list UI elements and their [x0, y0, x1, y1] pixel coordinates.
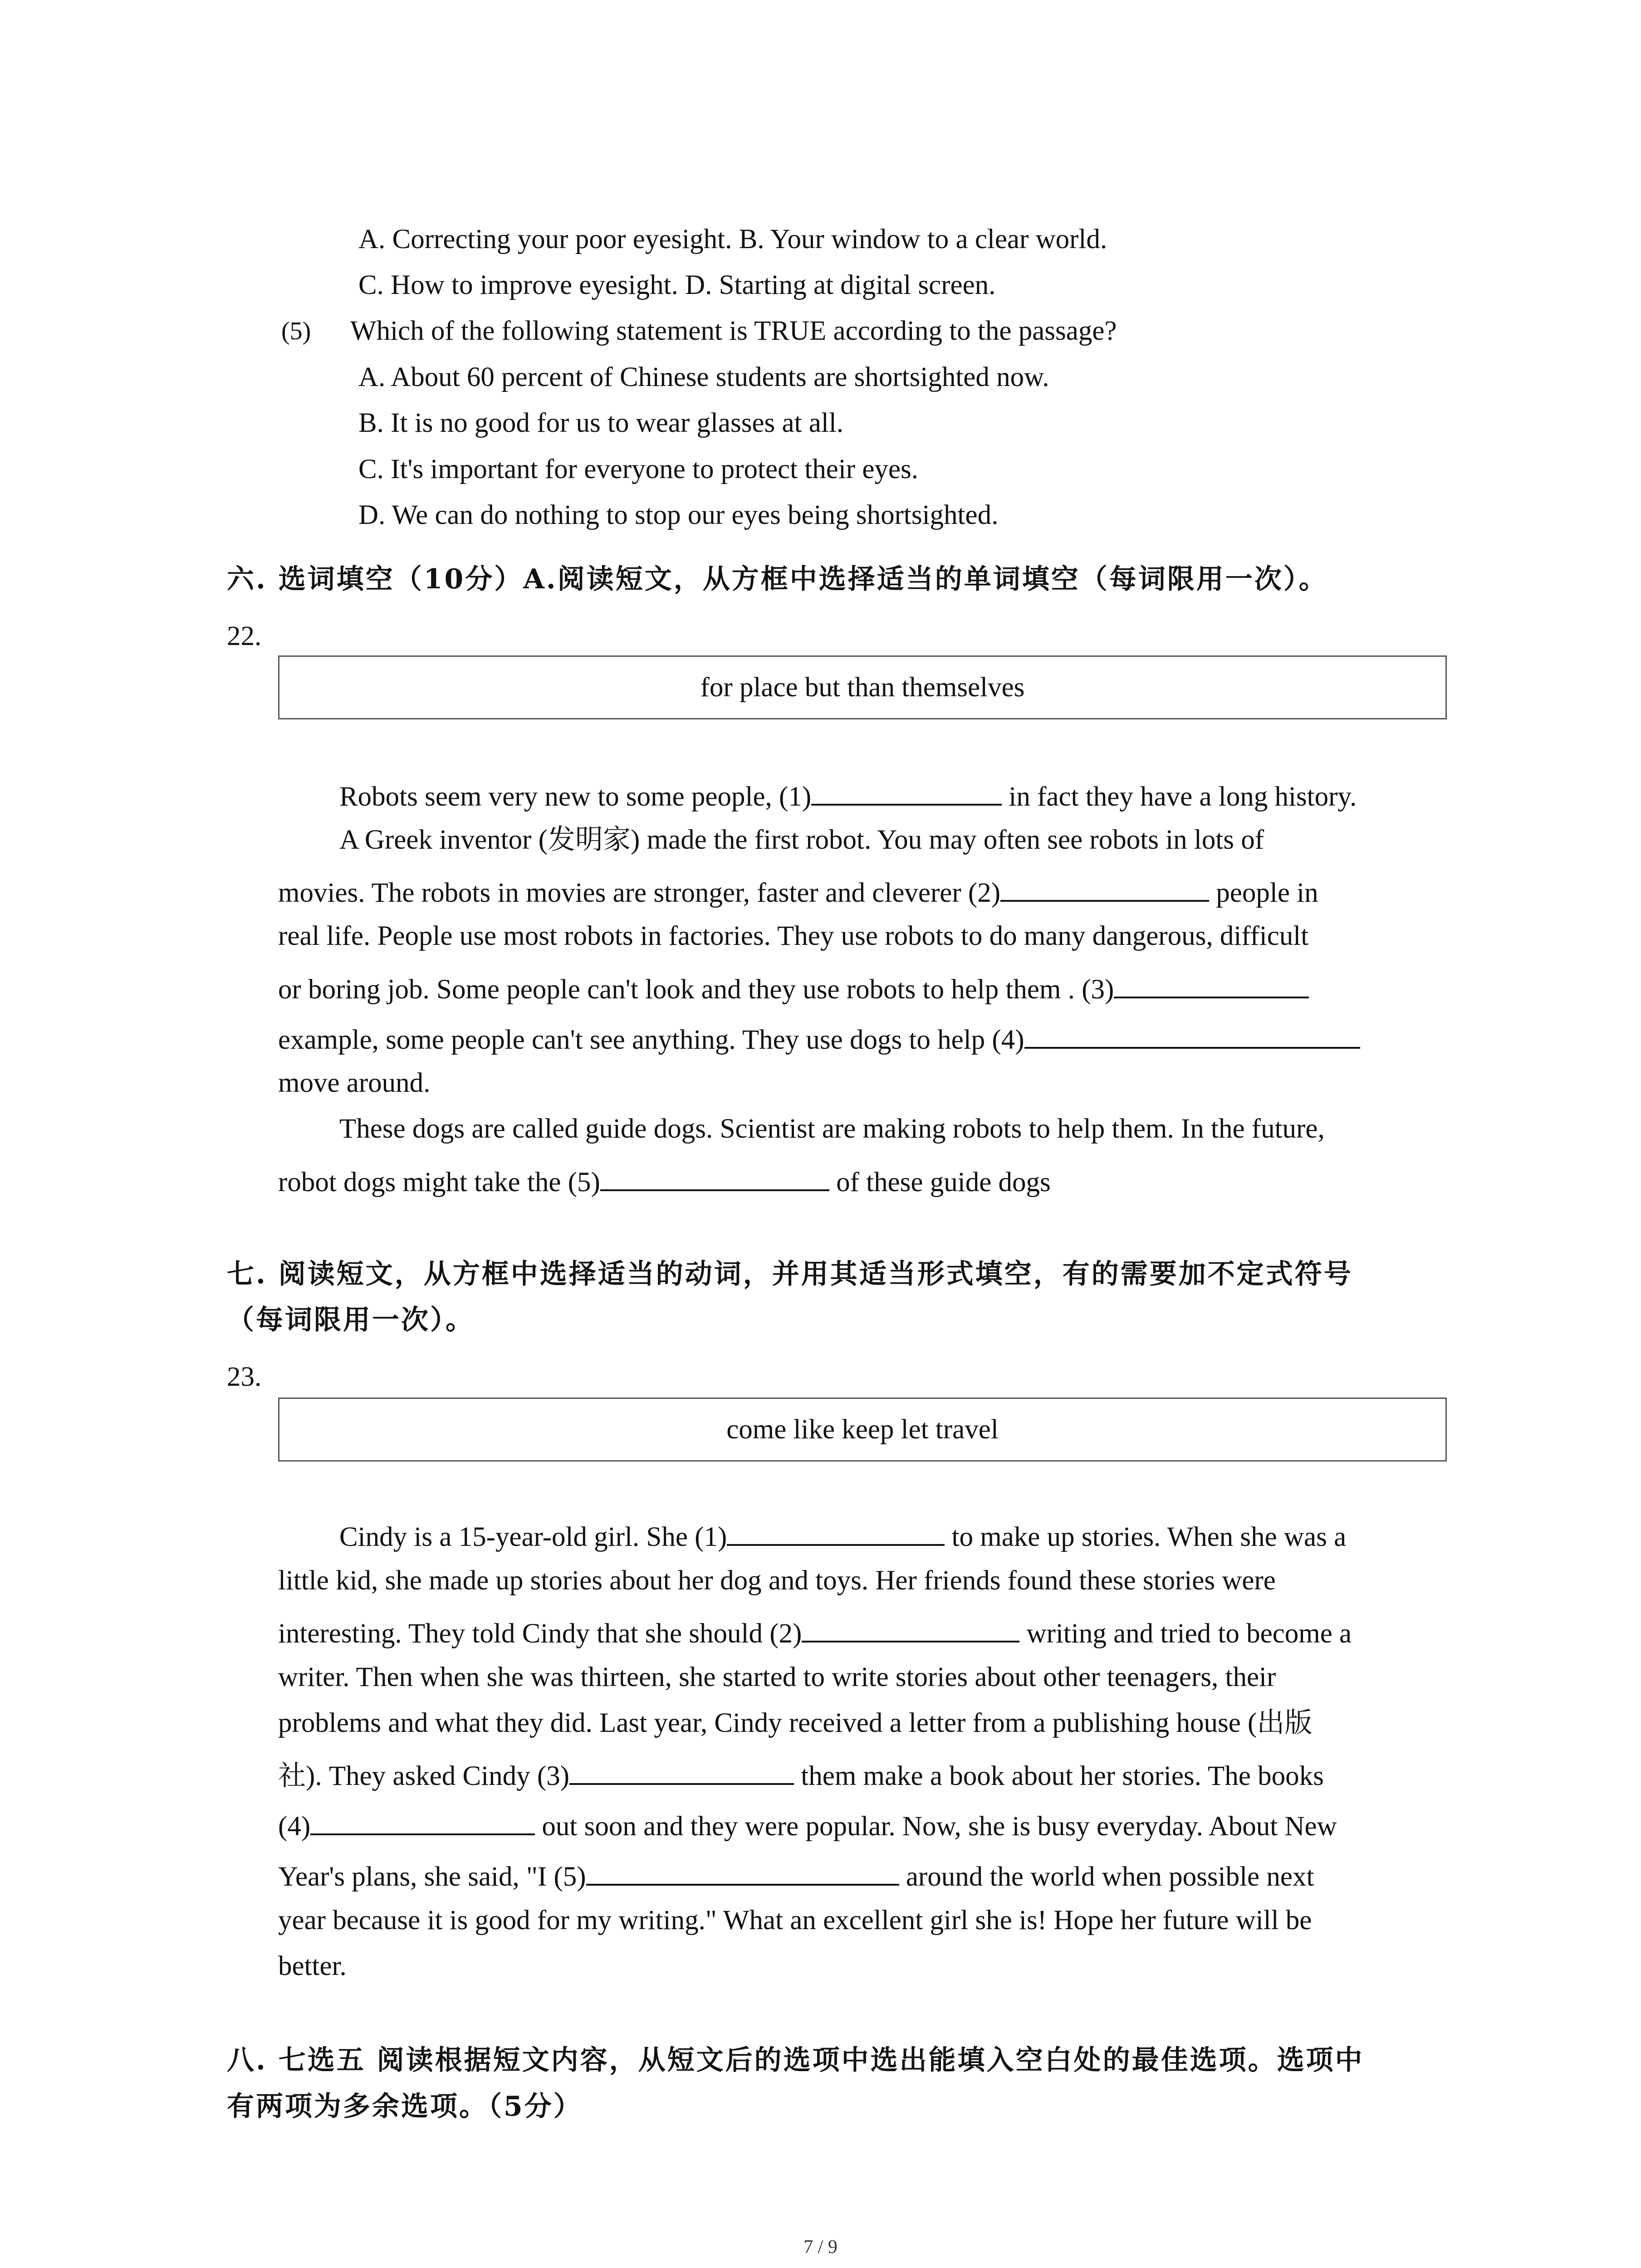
passage23-text: out soon and they were popular. Now, she is busy everyday. About New: [535, 1811, 1337, 1842]
passage23-line3: [278, 1617, 1352, 1647]
q5-question: Which of the following statement is TRUE according to the passage?: [350, 316, 1117, 346]
blank-22-5[interactable]: [600, 1166, 829, 1191]
passage22-line4: real life. People use most robots in factories. They use robots to do many dangerous, difficult: [278, 921, 1309, 951]
blank-23-1[interactable]: [727, 1520, 945, 1546]
passage23-line10: better.: [278, 1951, 347, 1981]
passage22-line6: [278, 1023, 1360, 1054]
q4-options-line2: C. How to improve eyesight. D. Starting at digital screen.: [358, 270, 996, 300]
word-box-23-text: come like keep let travel: [726, 1414, 999, 1445]
passage22-text: in fact they have a long history.: [1002, 782, 1357, 812]
passage22-line5: [278, 973, 1309, 1003]
q5-option-a: A. About 60 percent of Chinese students are shortsighted now.: [358, 362, 1049, 392]
passage22-text: movies. The robots in movies are stronger, faster and cleverer (2): [278, 878, 1001, 908]
passage22-text: people in: [1209, 878, 1318, 908]
passage23-line5: problems and what they did. Last year, Cindy received a letter from a publishing house (出版: [278, 1708, 1313, 1738]
passage22-text: or boring job. Some people can't look and they use robots to help them . (3): [278, 974, 1114, 1005]
blank-22-3[interactable]: [1114, 973, 1309, 998]
section8-heading-line1: 八. 七选五 阅读根据短文内容，从短文后的选项中选出能填入空白处的最佳选项。选项中: [227, 2044, 1364, 2076]
passage23-text: to make up stories. When she was a: [945, 1522, 1347, 1552]
section6-heading: 六. 选词填空（10分）A.阅读短文，从方框中选择适当的单词填空（每词限用一次）。: [227, 563, 1328, 595]
word-box-22-text: for place but than themselves: [700, 672, 1025, 703]
q5-option-c: C. It's important for everyone to protect their eyes.: [358, 454, 918, 484]
passage22-line9: [278, 1166, 1051, 1196]
section7-heading-line1: 七. 阅读短文，从方框中选择适当的动词，并用其适当形式填空，有的需要加不定式符号: [227, 1258, 1353, 1290]
q22-number: 22.: [227, 621, 262, 651]
passage23-text: Year's plans, she said, "I (5): [278, 1862, 586, 1892]
passage22-text: of these guide dogs: [829, 1167, 1051, 1198]
section8-heading-line2: 有两项为多余选项。（5分）: [227, 2091, 583, 2122]
passage23-line9: year because it is good for my writing." What an excellent girl she is! Hope her future will be: [278, 1905, 1312, 1936]
passage23-text: interesting. They told Cindy that she should (2): [278, 1618, 802, 1649]
page-number: 7 / 9: [803, 2237, 838, 2258]
blank-23-3[interactable]: [569, 1760, 794, 1785]
blank-23-5[interactable]: [586, 1860, 899, 1886]
passage23-line4: writer. Then when she was thirteen, she started to write stories about other teenagers, their: [278, 1662, 1276, 1692]
blank-22-1[interactable]: [811, 780, 1002, 806]
blank-22-2[interactable]: [1000, 876, 1209, 902]
passage23-text: (4): [278, 1811, 311, 1842]
section7-heading-line2: （每词限用一次）。: [227, 1304, 475, 1336]
passage23-line6: [278, 1760, 1324, 1790]
passage23-text: Cindy is a 15-year-old girl. She (1): [339, 1522, 727, 1552]
q5-number: (5): [281, 317, 311, 345]
passage23-line7: [278, 1810, 1337, 1840]
passage23-line2: little kid, she made up stories about her dog and toys. Her friends found these stories were: [278, 1565, 1276, 1596]
q23-number: 23.: [227, 1362, 262, 1392]
passage23-line1: [339, 1520, 1346, 1551]
blank-23-4[interactable]: [310, 1810, 535, 1835]
q5-option-b: B. It is no good for us to wear glasses at all.: [358, 408, 844, 438]
q4-options-line1: A. Correcting your poor eyesight. B. Your window to a clear world.: [358, 224, 1107, 254]
passage22-line7: move around.: [278, 1068, 431, 1098]
passage23-text: writing and tried to become a: [1019, 1618, 1352, 1649]
passage23-line8: [278, 1860, 1314, 1891]
passage22-text: example, some people can't see anything. They use dogs to help (4): [278, 1025, 1024, 1055]
passage22-text: robot dogs might take the (5): [278, 1167, 600, 1198]
blank-23-2[interactable]: [802, 1617, 1019, 1642]
passage22-text: Robots seem very new to some people, (1): [339, 782, 812, 812]
word-box-22: [278, 655, 1447, 719]
q5-option-d: D. We can do nothing to stop our eyes being shortsighted.: [358, 500, 999, 530]
passage23-text: 社). They asked Cindy (3): [278, 1761, 570, 1791]
passage23-text: them make a book about her stories. The books: [794, 1761, 1324, 1791]
passage22-line8: These dogs are called guide dogs. Scientist are making robots to help them. In the future,: [339, 1114, 1325, 1144]
passage22-line1: [339, 780, 1357, 811]
word-box-23: [278, 1398, 1447, 1461]
passage22-line3: [278, 876, 1318, 907]
passage22-line2: A Greek inventor (发明家) made the first robot. You may often see robots in lots of: [339, 825, 1264, 855]
blank-22-4[interactable]: [1024, 1023, 1360, 1049]
passage23-text: around the world when possible next: [899, 1862, 1314, 1892]
